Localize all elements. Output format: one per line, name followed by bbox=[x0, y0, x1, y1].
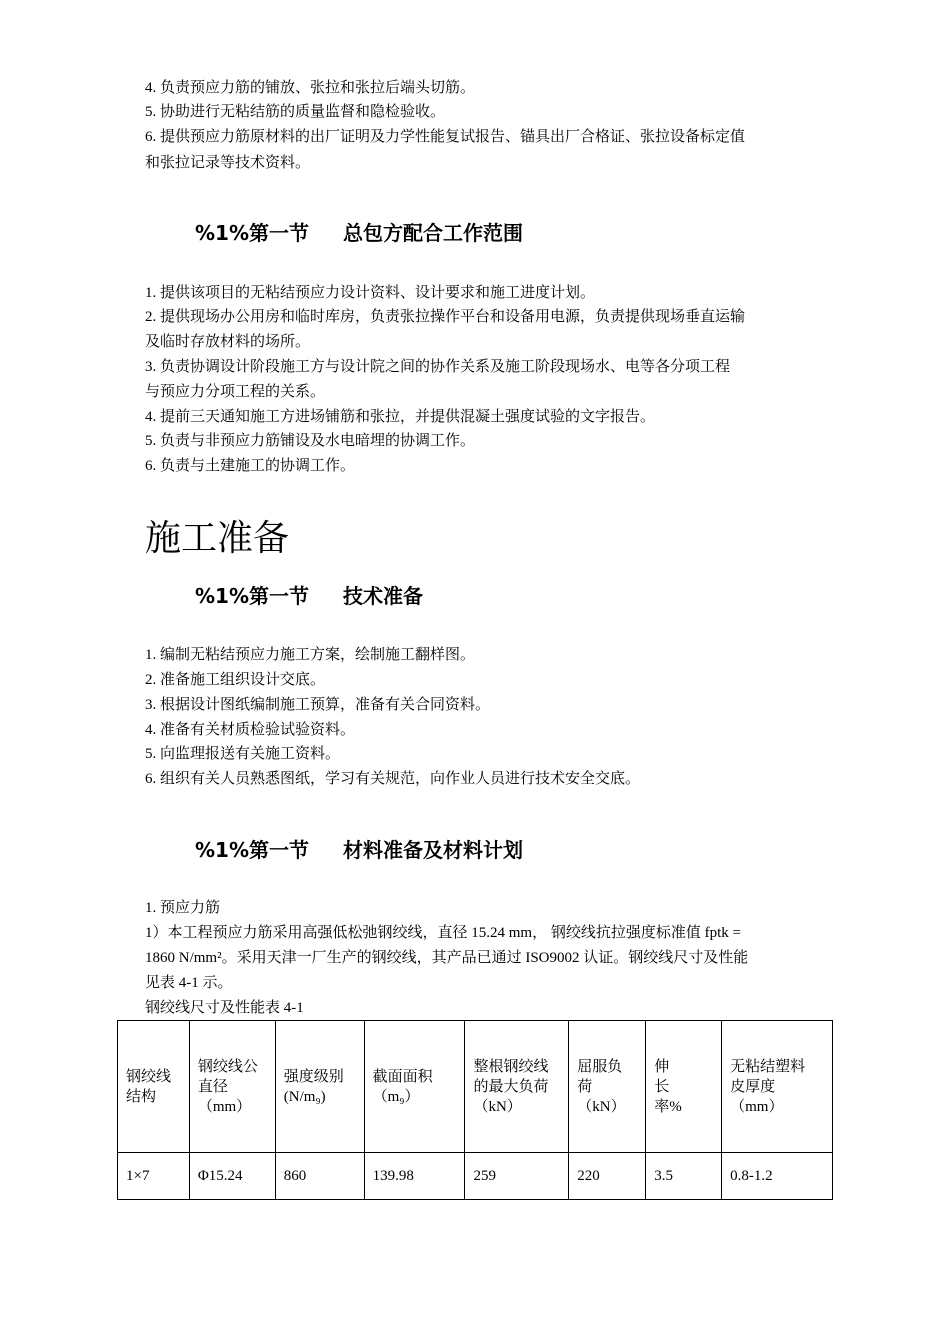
header-sheath-thickness: 无粘结塑料 皮厚度 （mm） bbox=[722, 1021, 833, 1153]
material-item-title: 1. 预应力筋 bbox=[145, 900, 221, 916]
general-line-5: 5. 负责与非预应力筋铺设及水电暗埋的协调工作。 bbox=[145, 433, 476, 449]
tech-line-5: 5. 向监理报送有关施工资料。 bbox=[145, 746, 341, 762]
cell-yield-load: 220 bbox=[569, 1153, 646, 1200]
general-line-2: 2. 提供现场办公用房和临时库房，负责张拉操作平台和设备用电源，负责提供现场垂直运输 bbox=[145, 309, 746, 325]
section-prefix: %1%第一节 bbox=[195, 584, 309, 608]
header-yield-load: 屈服负 荷 （kN） bbox=[569, 1021, 646, 1153]
section-title: 材料准备及材料计划 bbox=[343, 838, 523, 862]
section-heading-general bbox=[195, 219, 523, 247]
tech-line-4: 4. 准备有关材质检验试验资料。 bbox=[145, 722, 356, 738]
duty-line-5: 5. 协助进行无粘结筋的质量监督和隐检验收。 bbox=[145, 104, 446, 120]
material-para-line-2: 1860 N/mm²。采用天津一厂生产的钢绞线，其产品已通过 ISO9002 认证。钢绞线尺寸及性能 bbox=[145, 950, 749, 966]
cell-strength: 860 bbox=[275, 1153, 364, 1200]
duty-line-4: 4. 负责预应力筋的铺放、张拉和张拉后端头切筋。 bbox=[145, 80, 476, 96]
table-header-row bbox=[118, 1021, 833, 1153]
chapter-title: 施工准备 bbox=[145, 518, 290, 559]
cell-area: 139.98 bbox=[364, 1153, 465, 1200]
header-area: 截面面积 （m₉） bbox=[364, 1021, 465, 1153]
duty-line-6: 6. 提供预应力筋原材料的出厂证明及力学性能复试报告、锚具出厂合格证、张拉设备标定值 bbox=[145, 129, 746, 145]
tech-line-2: 2. 准备施工组织设计交底。 bbox=[145, 672, 326, 688]
section-title: 技术准备 bbox=[343, 584, 423, 608]
section-title: 总包方配合工作范围 bbox=[343, 221, 523, 245]
header-max-load: 整根钢绞线 的最大负荷 （kN） bbox=[465, 1021, 569, 1153]
general-line-3-cont: 与预应力分项工程的关系。 bbox=[145, 384, 326, 400]
section-heading-tech bbox=[195, 582, 423, 610]
cell-structure: 1×7 bbox=[118, 1153, 190, 1200]
general-line-6: 6. 负责与土建施工的协调工作。 bbox=[145, 458, 356, 474]
general-line-1: 1. 提供该项目的无粘结预应力设计资料、设计要求和施工进度计划。 bbox=[145, 285, 596, 301]
header-strength: 强度级别 (N/m₉) bbox=[275, 1021, 364, 1153]
tech-line-3: 3. 根据设计图纸编制施工预算，准备有关合同资料。 bbox=[145, 697, 491, 713]
header-elongation: 伸 长 率% bbox=[646, 1021, 722, 1153]
general-line-3: 3. 负责协调设计阶段施工方与设计院之间的协作关系及施工阶段现场水、电等各分项工程 bbox=[145, 359, 731, 375]
tech-line-1: 1. 编制无粘结预应力施工方案，绘制施工翻样图。 bbox=[145, 647, 476, 663]
material-para-line-1: 1）本工程预应力筋采用高强低松弛钢绞线，直径 15.24 mm， 钢绞线抗拉强度标准值 fptk = bbox=[145, 925, 741, 941]
cell-elongation: 3.5 bbox=[646, 1153, 722, 1200]
header-structure: 钢绞线 结构 bbox=[118, 1021, 190, 1153]
header-diameter: 钢绞线公 直径 （mm） bbox=[189, 1021, 275, 1153]
duty-line-6-cont: 和张拉记录等技术资料。 bbox=[145, 155, 311, 171]
cell-max-load: 259 bbox=[465, 1153, 569, 1200]
general-line-2-cont: 及临时存放材料的场所。 bbox=[145, 334, 311, 350]
table-row bbox=[118, 1153, 833, 1200]
cell-diameter: Φ15.24 bbox=[189, 1153, 275, 1200]
cell-sheath-thickness: 0.8-1.2 bbox=[722, 1153, 833, 1200]
material-para-line-3: 见表 4-1 示。 bbox=[145, 975, 233, 991]
table-caption: 钢绞线尺寸及性能表 4-1 bbox=[145, 1000, 304, 1016]
tech-line-6: 6. 组织有关人员熟悉图纸，学习有关规范，向作业人员进行技术安全交底。 bbox=[145, 771, 641, 787]
section-prefix: %1%第一节 bbox=[195, 221, 309, 245]
strand-spec-table bbox=[117, 1020, 833, 1200]
section-heading-material bbox=[195, 836, 523, 864]
section-prefix: %1%第一节 bbox=[195, 838, 309, 862]
general-line-4: 4. 提前三天通知施工方进场铺筋和张拉，并提供混凝土强度试验的文字报告。 bbox=[145, 409, 656, 425]
